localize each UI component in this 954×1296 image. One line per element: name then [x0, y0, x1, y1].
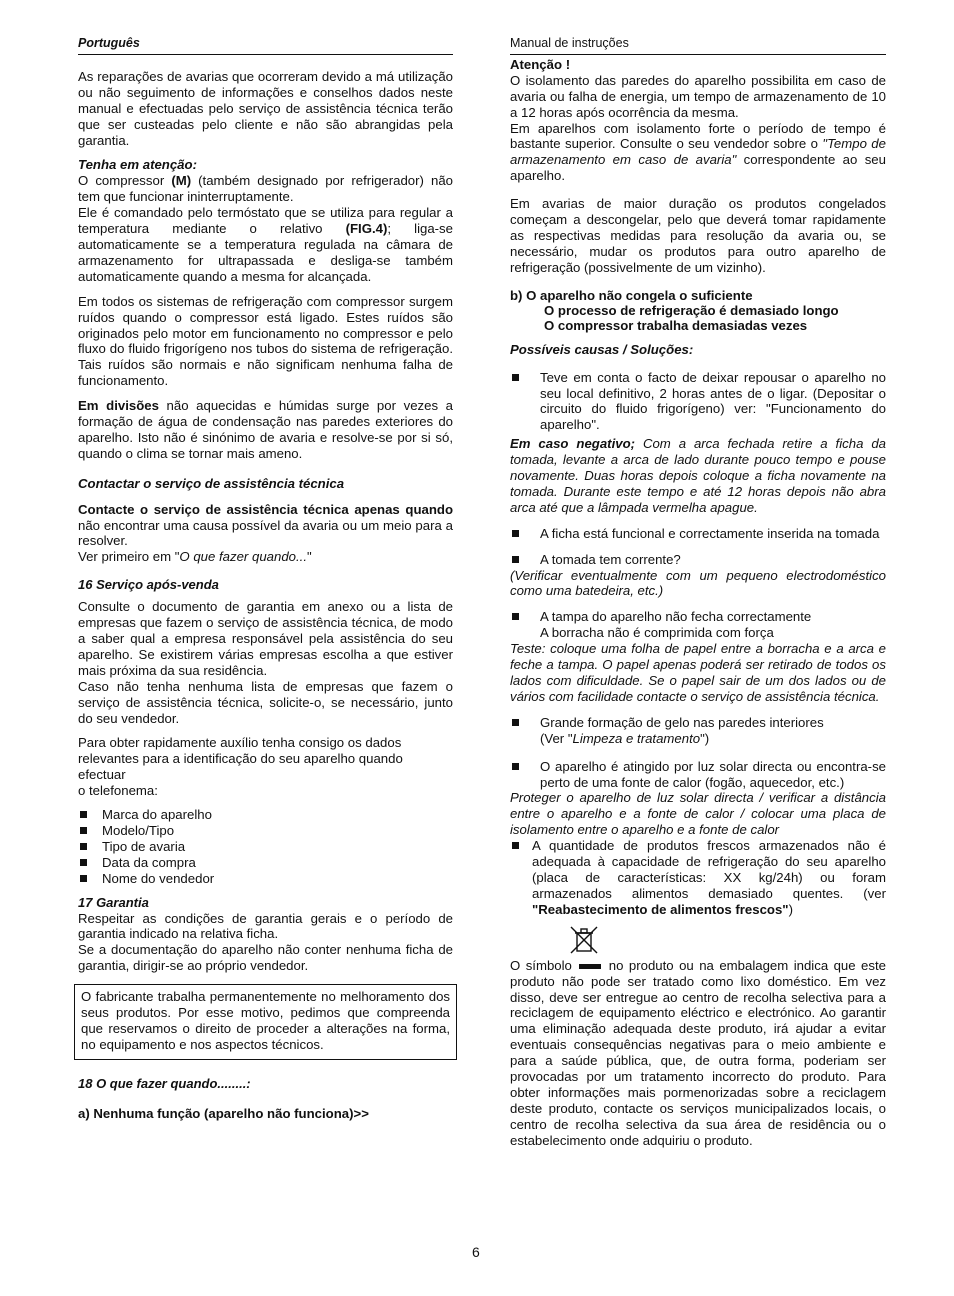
intro-paragraph: As reparações de avarias que ocorreram devido a má utilização ou não seguimento de informações e conselhos dados neste manual e efectuadas pelo serviço de assistência técnica terão que ser custeadas pelo cliente e não são abrangidas pela garantia.	[78, 68, 453, 148]
cause-item-sunlight-note: Proteger o aparelho de luz solar directa / verificar a distância entre o aparelho e a fonte de calor / colocar uma placa de isolamento entre o aparelho e a fonte de calor	[510, 790, 886, 838]
section-b-heading: b) O aparelho não congela o suficiente O processo de refrigeração é demasiado longo O compressor trabalha demasiadas vezes	[510, 287, 839, 333]
cause-item-sunlight: O aparelho é atingido por luz solar directa ou encontra-se perto de uma fonte de calor (fogão, aquecedor, etc.)	[510, 759, 886, 791]
cause-item-rest-note: Em caso negativo; Com a arca fechada retire a ficha da tomada, levante a arca de lado durante pouco tempo e pouse novamente. Duas horas depois coloque a ficha novamente na tomada. Durante este tempo e até 12 horas depois não abra arca até que a lâmpada vermelha apague.	[510, 436, 886, 515]
noise-paragraph: Em todos os sistemas de refrigeração com compressor surgem ruídos quando o compressor está ligado. Estes ruídos são originados pelo motor em funcionamento no compressor e pelo fluxo do fluido frigorígeno nos tubos do sistema de refrigeração. Tais ruídos são normais e não significam nenhuma falha de funcionamento.	[78, 293, 453, 389]
manufacturer-notice-box: O fabricante trabalha permanentemente no melhoramento dos seus produtos. Por esse motivo, pedimos que compreenda que reservamos o direito de proceder a alterações na forma, no equipamento e nos aspectos técnicos.	[74, 984, 457, 1060]
contact-see-line: Ver primeiro em "O que fazer quando..."	[78, 549, 312, 565]
cause-item-socket-note: (Verificar eventualmente com um pequeno electrodoméstico como uma batedeira, etc.)	[510, 567, 886, 599]
left-column	[78, 36, 453, 1122]
long-failure-paragraph: Em avarias de maior duração os produtos congelados começam a descongelar, pelo que deverá tomar rapidamente as respectivas medidas para resolução da avaria ou, se necessário, mudar os produtos para outro aparelho de refrigeração (possivelmente de um vizinho).	[510, 196, 886, 275]
section-17-paragraph-1: Respeitar as condições de garantia gerais e o período de garantia indicado na relativa ficha.	[78, 910, 453, 942]
cause-item-lid-test: Teste: coloque uma folha de papel entre a borracha e a arca e feche a tampa. O papel apenas poderá ser retirado de todos os lados com dificuldade. Se o papel sair de um dos lados ou de vários com facilidade contacte o serviço de assistência técnica.	[510, 641, 886, 704]
list-item: Data da compra	[78, 855, 453, 871]
black-bar-symbol	[579, 964, 601, 969]
cause-item-quantity: A quantidade de produtos frescos armazenados não é adequada à capacidade de refrigeração do seu aparelho (placa de características: XX kg/24h) ou foram armazenados alimentos demasiado quentes. (ver "Reabastecimento de alimentos frescos")	[510, 838, 886, 918]
section-18-item-a: a) Nenhuma função (aparelho não funciona)>>	[78, 1105, 369, 1121]
thermostat-paragraph: Ele é comandado pelo termóstato que se utiliza para regular a temperatura mediante o relativo (FIG.4); liga-se automaticamente se a temperatura regulada na câmara de armazenamento for ultrapassada e desliga-se também automaticamente quando a mesma for alcançada.	[78, 205, 453, 284]
list-item: Modelo/Tipo	[78, 823, 453, 839]
data-checklist	[78, 807, 453, 887]
manual-header: Manual de instruções	[510, 36, 886, 55]
cause-item-plug: A ficha está funcional e correctamente inserida na tomada	[510, 526, 886, 542]
page-number: 6	[472, 1244, 480, 1260]
strong-insulation-paragraph: Em aparelhos com isolamento forte o período de tempo é bastante superior. Consulte o seu vendedor sobre o "Tempo de armazenamento em caso de avaria" correspondente ao seu aparelho.	[510, 120, 886, 184]
weee-paragraph: O símbolo no produto ou na embalagem indica que este produto não pode ser tratado como lixo doméstico. Em vez disso, deve ser entregue ao centro de recolha selectiva para a reciclagem de equipamento eléctrico e electrónico. Ao garantir uma eliminação adequada deste produto, irá ajudar a evitar eventuais consequências negativas para o meio ambiente e para a saúde pública, que, de outra forma, poderiam ser provocadas por um tratamento incorrecto do produto. Para obter informações mais pormenorizadas sobre a reciclagem deste produto, contacte os serviços municipalizados locais, o centro de recolha selectiva da sua área de residência ou o estabelecimento onde adquiriu o produto.	[510, 957, 886, 1148]
cause-item-ice: Grande formação de gelo nas paredes interiores	[510, 715, 886, 731]
section-16-paragraph-3b: o telefonema:	[78, 783, 158, 799]
crossed-bin-icon	[568, 924, 600, 956]
section-16-heading: 16 Serviço após-venda	[78, 577, 219, 593]
cause-item-rest: Teve em conta o facto de deixar repousar o aparelho no seu local definitivo, 2 horas antes de o ligar. (Depositar o circuito do fluido frigorígeno) ver: "Funcionamento do aparelho".	[510, 370, 886, 434]
cause-item-lid: A tampa do aparelho não fecha correctamente	[510, 609, 886, 625]
contact-heading: Contactar o serviço de assistência técnica	[78, 475, 345, 491]
section-16-paragraph-2: Caso não tenha nenhuma lista de empresas que fazem o serviço de assistência técnica, solicite-o, se necessário, junto do seu vendedor.	[78, 678, 453, 726]
list-item: Nome do vendedor	[78, 871, 453, 887]
cause-item-seal: A borracha não é comprimida com força	[540, 625, 774, 641]
list-item: Marca do aparelho	[78, 807, 453, 823]
section-17-paragraph-2: Se a documentação do aparelho não conter nenhuma ficha de garantia, dirigir-se ao próprio vendedor.	[78, 942, 453, 974]
language-header: Português	[78, 36, 453, 55]
cause-item-ice-ref: (Ver "Limpeza e tratamento")	[540, 730, 710, 746]
insulation-paragraph: O isolamento das paredes do aparelho possibilita em caso de avaria ou falha de energia, um tempo de armazenamento de 10 a 12 horas após ocorrência da mesma.	[510, 72, 886, 120]
causes-heading: Possíveis causas / Soluções:	[510, 341, 694, 357]
attention-label: Atenção !	[510, 56, 571, 72]
list-item: Tipo de avaria	[78, 839, 453, 855]
condensation-paragraph: Em divisões não aquecidas e húmidas surge por vezes a formação de água de condensação nas paredes exteriores do aparelho. Isto não é sinónimo de avaria e resolve-se por si só, quando o clima se tornar mais ameno.	[78, 398, 453, 461]
cause-item-socket: A tomada tem corrente?	[510, 552, 886, 568]
contact-paragraph: Contacte o serviço de assistência técnica apenas quando não encontrar uma causa possível da avaria ou um meio para a resolver.	[78, 501, 453, 549]
section-16-paragraph-1: Consulte o documento de garantia em anexo ou a lista de empresas que fazem o serviço de assistência técnica, de modo a saber qual a empresa responsável pela assistência do seu aparelho. Se existirem várias empresas escolha a que estiver mais próxima da sua residência.	[78, 599, 453, 678]
right-column	[510, 36, 886, 1158]
section-18-heading: 18 O que fazer quando........:	[78, 1075, 251, 1091]
compressor-paragraph: O compressor (M) (também designado por refrigerador) não tem que funcionar ininterruptamente.	[78, 173, 453, 205]
attention-heading: Tenha em atenção:	[78, 157, 197, 173]
section-17-heading: 17 Garantia	[78, 894, 149, 910]
section-16-paragraph-3: Para obter rapidamente auxílio tenha consigo os dados relevantes para a identificação do seu aparelho quando efectuar	[78, 735, 403, 783]
